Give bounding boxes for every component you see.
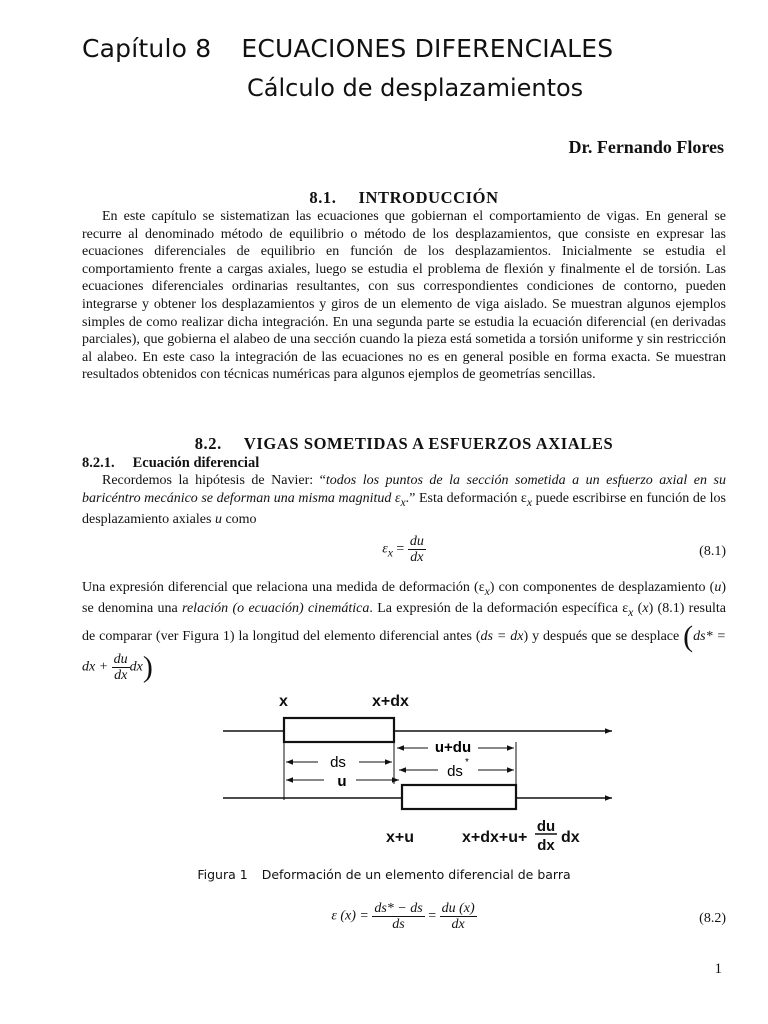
subscript: x [387, 546, 393, 560]
fraction [372, 901, 424, 932]
text-run: Una expresión diferencial que relaciona una medida de deformación (ε [82, 580, 485, 595]
eq-lhs: ε (x) = [331, 908, 373, 924]
numerator: du [113, 651, 128, 667]
subsection-heading [82, 455, 259, 472]
inline-math: ds* = dx + [82, 629, 726, 675]
text-run: como [221, 511, 257, 527]
math-var: x [642, 601, 649, 617]
subsection-title: Ecuación diferencial [132, 455, 260, 471]
equation-8-1 [82, 534, 726, 565]
text-run: ) y después que se desplace [523, 629, 684, 644]
fraction [408, 534, 426, 565]
page-number: 1 [714, 961, 722, 977]
text-run: Recordemos la hipótesis de Navier: “ [102, 473, 326, 488]
chapter-title: ECUACIONES DIFERENCIALES [241, 34, 614, 63]
paren-close: ) [142, 650, 153, 684]
section-heading-axial [82, 434, 726, 454]
label-u-du: u+du [434, 739, 472, 756]
kinematic-relation: relación (o ecuación) cinemática [182, 601, 370, 617]
text-run: ) se denomina una [82, 580, 726, 617]
section-heading-intro [82, 188, 726, 208]
subsection-number: 8.2.1. [82, 455, 115, 471]
denominator: dx [410, 550, 424, 565]
caption-text: Deformación de un elemento diferencial de barra [261, 867, 571, 882]
figure-1 [0, 690, 768, 850]
numerator: du (x) [441, 901, 475, 916]
label-ds: ds [330, 754, 346, 771]
fraction [112, 652, 130, 683]
label-x-u: x+u [386, 829, 415, 846]
eq-sign: = [424, 908, 440, 924]
label-ds-star: ds [447, 763, 463, 780]
label-x: x [279, 693, 288, 710]
text-run: puede escribirse en función de los desplazamiento axiales [82, 490, 726, 527]
equation-number: (8.1) [699, 544, 726, 559]
math-var: u [714, 580, 722, 595]
equation-8-2 [82, 901, 726, 932]
numerator: du [409, 534, 424, 549]
text-run: ) con componentes de desplazamiento ( [489, 580, 715, 595]
navier-quote: todos los puntos de la sección sometida a un esfuerzo axial en su baricéntro mecánico se deforman una misma magnitud ε [82, 473, 726, 506]
subscript: x [400, 495, 406, 509]
label-star: * [465, 757, 469, 768]
chapter-subtitle: Cálculo de desplazamientos [247, 74, 584, 102]
section-number: 8.1. [309, 188, 337, 207]
paren-open: ( [683, 619, 694, 653]
label-dx-den: dx [537, 837, 555, 850]
denominator: dx [114, 667, 128, 683]
section-title: VIGAS SOMETIDAS A ESFUERZOS AXIALES [243, 434, 614, 453]
section-number: 8.2. [194, 434, 222, 453]
subscript: x [526, 495, 532, 509]
numerator: ds* − ds [374, 901, 423, 916]
label-u: u [337, 773, 347, 790]
figure-caption [0, 867, 768, 882]
subscript: x [628, 606, 634, 620]
subscript: x [484, 584, 490, 598]
chapter-label: Capítulo 8 [82, 34, 212, 63]
inline-math: dx [129, 659, 143, 675]
kinematic-paragraph [82, 579, 726, 683]
label-x-dx-u: x+dx+u+ [462, 829, 528, 846]
denominator: dx [451, 917, 465, 932]
chapter-heading [82, 34, 613, 63]
eq-lhs: ε [382, 541, 388, 557]
label-du: du [536, 818, 556, 835]
section-title: INTRODUCCIÓN [358, 188, 499, 207]
caption-label: Figura 1 [197, 867, 248, 882]
label-dx-tail: dx [561, 829, 580, 846]
fraction [440, 901, 477, 932]
intro-paragraph: En este capítulo se sistematizan las ecuaciones que gobiernan el comportamiento de vigas. En general se recurre al denominado método de equilibrio o método de los desplazamientos, que consiste en expresar las ecuaciones diferenciales de equilibrio en función de los desplazamientos. Inicialmente se estudia el comportamiento frente a cargas axiales, luego se estudia el problema de flexión y finalmente el de torsión. Las ecuaciones diferenciales ordinarias resultantes, con sus correspondientes condiciones de contorno, pueden integrarse y obtener los desplazamientos y giros de un elemento de viga aislado. Se muestran algunos ejemplos simples de como realizar dicha integración. En una segunda parte se estudia la ecuación diferencial (en derivadas parciales), que gobierna el alabeo de una sección cuando la pieza está sometida a torsión uniforme y sin restricción al alabeo. En este caso la integración de las ecuaciones no es en general posible en forma exacta. Se muestran resultados obtenidos con técnicas numéricas para algunos ejemplos de geometrías sencillas. [82, 209, 726, 383]
element-after [402, 785, 516, 809]
eq-sign: = [392, 541, 408, 557]
math-var: u [214, 511, 222, 527]
author: Dr. Fernando Flores [568, 137, 724, 157]
element-before [284, 718, 394, 742]
label-x-dx: x+dx [372, 693, 409, 710]
navier-paragraph [82, 472, 726, 529]
equation-number: (8.2) [699, 911, 726, 926]
bar-element-diagram [0, 690, 768, 850]
text-run: . La expresión de la deformación específica ε [369, 601, 629, 617]
text-run: ) (8.1) resulta de comparar (ver Figura 1) la longitud del elemento diferencial antes ( [82, 601, 726, 644]
inline-math: ds = dx [480, 629, 524, 644]
denominator: ds [392, 917, 405, 932]
text-run: .” Esta deformación ε [405, 490, 527, 506]
text-run: ( [633, 601, 643, 617]
